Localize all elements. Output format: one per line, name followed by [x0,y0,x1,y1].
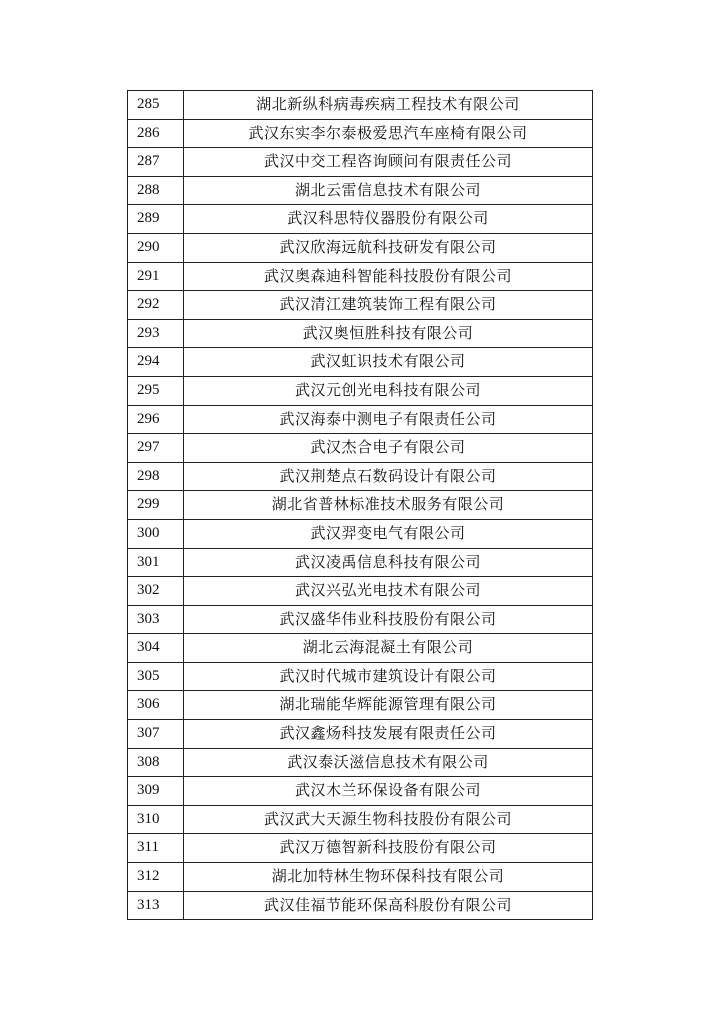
company-name: 武汉杰合电子有限公司 [184,434,593,463]
table-row [128,91,593,120]
table-row [128,777,593,806]
row-number: 293 [128,319,184,348]
row-number: 291 [128,262,184,291]
row-number: 301 [128,548,184,577]
row-number: 302 [128,577,184,606]
table-row [128,462,593,491]
table-row [128,176,593,205]
table-row [128,577,593,606]
table-row [128,805,593,834]
table-row [128,748,593,777]
company-name: 武汉盛华伟业科技股份有限公司 [184,605,593,634]
row-number: 312 [128,863,184,892]
company-list-body [128,91,593,920]
company-name: 武汉奥恒胜科技有限公司 [184,319,593,348]
company-name: 武汉鑫炀科技发展有限责任公司 [184,720,593,749]
row-number: 307 [128,720,184,749]
company-name: 武汉东实李尔泰极爱思汽车座椅有限公司 [184,119,593,148]
row-number: 287 [128,148,184,177]
row-number: 290 [128,233,184,262]
row-number: 289 [128,205,184,234]
table-row [128,662,593,691]
company-name: 湖北云海混凝土有限公司 [184,634,593,663]
table-row [128,405,593,434]
company-name: 武汉佳福节能环保高科股份有限公司 [184,891,593,920]
company-name: 武汉元创光电科技有限公司 [184,376,593,405]
table-row [128,863,593,892]
table-row [128,262,593,291]
company-name: 武汉虹识技术有限公司 [184,348,593,377]
table-row [128,434,593,463]
table-row [128,548,593,577]
company-name: 武汉兴弘光电技术有限公司 [184,577,593,606]
company-name: 武汉欣海远航科技研发有限公司 [184,233,593,262]
row-number: 308 [128,748,184,777]
row-number: 285 [128,91,184,120]
company-name: 武汉奥森迪科智能科技股份有限公司 [184,262,593,291]
table-row [128,519,593,548]
row-number: 304 [128,634,184,663]
row-number: 294 [128,348,184,377]
table-row [128,720,593,749]
row-number: 313 [128,891,184,920]
table-row [128,119,593,148]
row-number: 299 [128,491,184,520]
row-number: 286 [128,119,184,148]
row-number: 305 [128,662,184,691]
company-name: 湖北新纵科病毒疾病工程技术有限公司 [184,91,593,120]
company-name: 武汉中交工程咨询顾问有限责任公司 [184,148,593,177]
company-name: 武汉时代城市建筑设计有限公司 [184,662,593,691]
company-name: 武汉清江建筑装饰工程有限公司 [184,291,593,320]
company-name: 湖北云雷信息技术有限公司 [184,176,593,205]
row-number: 310 [128,805,184,834]
company-name: 武汉海泰中测电子有限责任公司 [184,405,593,434]
table-row [128,605,593,634]
company-name: 武汉荆楚点石数码设计有限公司 [184,462,593,491]
company-name: 武汉凌禹信息科技有限公司 [184,548,593,577]
row-number: 311 [128,834,184,863]
row-number: 300 [128,519,184,548]
company-name: 武汉羿变电气有限公司 [184,519,593,548]
row-number: 296 [128,405,184,434]
table-row [128,834,593,863]
company-name: 武汉科思特仪器股份有限公司 [184,205,593,234]
table-row [128,891,593,920]
table-row [128,148,593,177]
row-number: 303 [128,605,184,634]
company-name: 武汉武大天源生物科技股份有限公司 [184,805,593,834]
company-list-table [127,90,593,920]
company-name: 武汉万德智新科技股份有限公司 [184,834,593,863]
table-row [128,319,593,348]
company-name: 湖北瑞能华辉能源管理有限公司 [184,691,593,720]
row-number: 292 [128,291,184,320]
row-number: 306 [128,691,184,720]
company-name: 武汉泰沃滋信息技术有限公司 [184,748,593,777]
company-name: 湖北加特林生物环保科技有限公司 [184,863,593,892]
table-row [128,376,593,405]
company-name: 武汉木兰环保设备有限公司 [184,777,593,806]
table-row [128,348,593,377]
table-row [128,291,593,320]
row-number: 298 [128,462,184,491]
row-number: 295 [128,376,184,405]
row-number: 297 [128,434,184,463]
company-name: 湖北省普林标准技术服务有限公司 [184,491,593,520]
table-row [128,205,593,234]
table-row [128,634,593,663]
table-row [128,233,593,262]
table-row [128,691,593,720]
row-number: 309 [128,777,184,806]
table-row [128,491,593,520]
row-number: 288 [128,176,184,205]
